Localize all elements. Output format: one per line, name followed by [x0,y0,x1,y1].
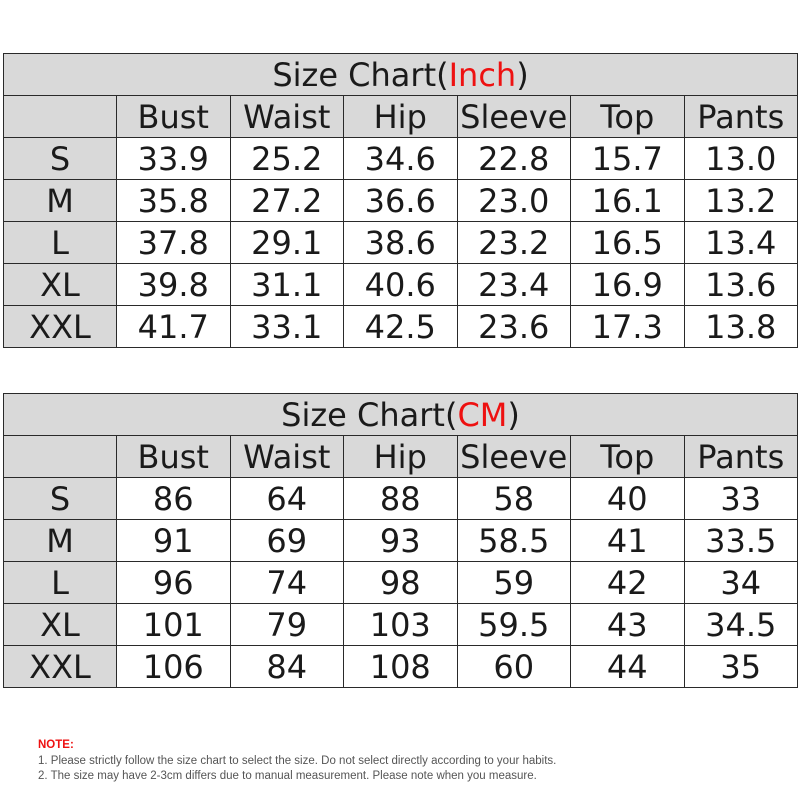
measurement-cell: 108 [344,646,458,688]
size-label: M [4,180,117,222]
title-row [4,54,798,96]
measurement-cell: 93 [344,520,458,562]
size-label: M [4,520,117,562]
measurement-cell: 34.5 [684,604,798,646]
size-label: L [4,222,117,264]
measurement-cell: 23.4 [457,264,571,306]
measurement-cell: 34 [684,562,798,604]
measurement-cell: 40 [571,478,685,520]
measurement-cell: 22.8 [457,138,571,180]
measurement-cell: 39.8 [117,264,231,306]
measurement-cell: 23.2 [457,222,571,264]
measurement-cell: 64 [230,478,344,520]
measurement-cell: 35.8 [117,180,231,222]
chart-title-prefix: Size Chart( [272,55,449,94]
size-label: L [4,562,117,604]
measurement-cell: 42.5 [344,306,458,348]
column-header: Sleeve [457,436,571,478]
measurement-cell: 58 [457,478,571,520]
size-label: XL [4,264,117,306]
measurement-cell: 36.6 [344,180,458,222]
header-row [4,436,798,478]
measurement-cell: 106 [117,646,231,688]
measurement-cell: 29.1 [230,222,344,264]
column-header: Top [571,436,685,478]
measurement-cell: 33.5 [684,520,798,562]
measurement-cell: 79 [230,604,344,646]
size-chart-inch [3,53,797,348]
table-row [4,138,798,180]
table-row [4,222,798,264]
measurement-cell: 16.5 [571,222,685,264]
measurement-cell: 27.2 [230,180,344,222]
note-line-1: 1. Please strictly follow the size chart to select the size. Do not select directly according to your habits. [38,754,557,767]
measurement-cell: 23.0 [457,180,571,222]
chart-title [4,394,798,436]
table-row [4,180,798,222]
measurement-cell: 33.9 [117,138,231,180]
corner-cell [4,436,117,478]
size-table-inch [3,53,798,348]
measurement-cell: 103 [344,604,458,646]
measurement-cell: 74 [230,562,344,604]
chart-title-suffix: ) [516,55,529,94]
measurement-cell: 41.7 [117,306,231,348]
measurement-cell: 38.6 [344,222,458,264]
table-row [4,520,798,562]
table-row [4,306,798,348]
title-row [4,394,798,436]
table-row [4,562,798,604]
measurement-cell: 17.3 [571,306,685,348]
chart-title-unit: Inch [448,55,517,94]
measurement-cell: 33 [684,478,798,520]
notes-section [38,738,556,785]
table-row [4,646,798,688]
note-line-2: 2. The size may have 2-3cm differs due to manual measurement. Please note when you measure. [38,770,537,782]
measurement-cell: 34.6 [344,138,458,180]
measurement-cell: 98 [344,562,458,604]
column-header: Sleeve [457,96,571,138]
size-label: XXL [4,646,117,688]
column-header: Pants [684,436,798,478]
measurement-cell: 13.2 [684,180,798,222]
header-row [4,96,798,138]
measurement-cell: 42 [571,562,685,604]
measurement-cell: 31.1 [230,264,344,306]
column-header: Waist [230,96,344,138]
measurement-cell: 15.7 [571,138,685,180]
measurement-cell: 84 [230,646,344,688]
measurement-cell: 88 [344,478,458,520]
measurement-cell: 37.8 [117,222,231,264]
measurement-cell: 13.8 [684,306,798,348]
measurement-cell: 101 [117,604,231,646]
measurement-cell: 86 [117,478,231,520]
table-body [4,54,798,348]
measurement-cell: 13.4 [684,222,798,264]
chart-title [4,54,798,96]
size-label: S [4,478,117,520]
measurement-cell: 13.6 [684,264,798,306]
column-header: Hip [344,436,458,478]
measurement-cell: 58.5 [457,520,571,562]
measurement-cell: 16.9 [571,264,685,306]
size-table-cm [3,393,798,688]
table-row [4,478,798,520]
column-header: Bust [117,436,231,478]
measurement-cell: 91 [117,520,231,562]
chart-title-suffix: ) [507,395,520,434]
chart-title-prefix: Size Chart( [281,395,458,434]
measurement-cell: 60 [457,646,571,688]
column-header: Hip [344,96,458,138]
measurement-cell: 23.6 [457,306,571,348]
measurement-cell: 59 [457,562,571,604]
table-row [4,264,798,306]
measurement-cell: 44 [571,646,685,688]
measurement-cell: 40.6 [344,264,458,306]
measurement-cell: 59.5 [457,604,571,646]
measurement-cell: 16.1 [571,180,685,222]
size-label: XL [4,604,117,646]
table-body [4,394,798,688]
size-label: XXL [4,306,117,348]
column-header: Top [571,96,685,138]
measurement-cell: 25.2 [230,138,344,180]
column-header: Waist [230,436,344,478]
measurement-cell: 96 [117,562,231,604]
size-chart-cm [3,393,797,688]
column-header: Pants [684,96,798,138]
measurement-cell: 35 [684,646,798,688]
note-title: NOTE: [38,739,74,751]
chart-title-unit: CM [457,395,508,434]
measurement-cell: 13.0 [684,138,798,180]
measurement-cell: 43 [571,604,685,646]
table-row [4,604,798,646]
column-header: Bust [117,96,231,138]
measurement-cell: 33.1 [230,306,344,348]
measurement-cell: 69 [230,520,344,562]
corner-cell [4,96,117,138]
measurement-cell: 41 [571,520,685,562]
size-label: S [4,138,117,180]
